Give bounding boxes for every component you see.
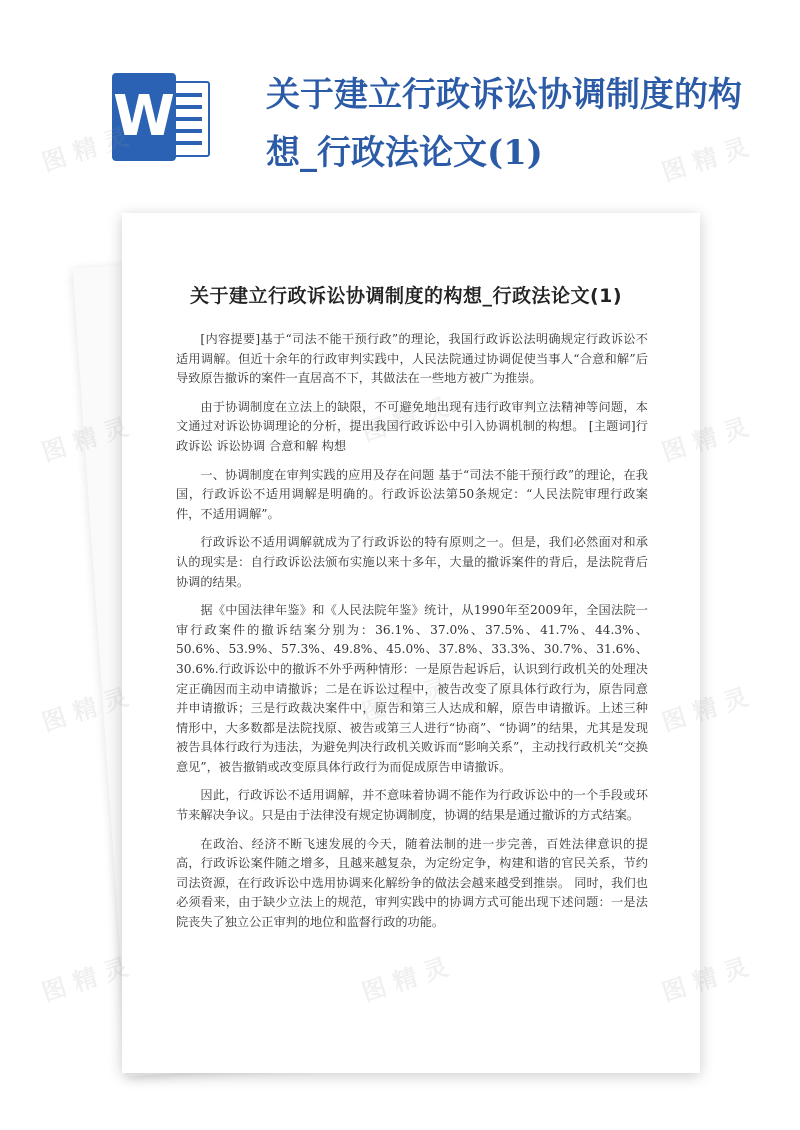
- page-title: 关于建立行政诉讼协调制度的构想_行政法论文(1): [266, 75, 742, 173]
- watermark: 图 精 灵: [38, 122, 132, 177]
- watermark: 图 精 灵: [38, 682, 132, 737]
- paragraph-keywords: 由于协调制度在立法上的缺限，不可避免地出现有违行政审判立法精神等问题，本文通过对诉讼协调理论的分析，提出我国行政诉讼中引入协调机制的构想。 [主题词]行政诉讼 诉讼协调 合意和解 构想: [176, 399, 648, 453]
- watermark: 图 精 灵: [658, 952, 752, 1007]
- watermark: 图 精 灵: [658, 132, 752, 187]
- page-header: [0, 0, 800, 215]
- watermark: 图 精 灵: [38, 952, 132, 1007]
- paragraph-statistics: 据《中国法律年鉴》和《人民法院年鉴》统计，从1990年至2009年，全国法院一审行政案件的撤诉结案分别为：36.1%、37.0%、37.5%、41.7%、44.3%、50.6%、53.9%、57.3%、49.8%、45.0%、37.8%、33.3%、30.7%、31.6%、30.6%.行政诉讼中的撤诉不外乎两种情形：一是原告起诉后，认识到行政机关的处理决定正确因而主动申请撤诉；二是在诉讼过程中，被告改变了原具体行政行为，原告同意并申请撤诉；三是行政裁决案件中，原告和第三人达成和解，原告申请撤诉。上述三种情形中，大多数都是法院找原、被告或第三人进行“协商”、“协调”的结果，尤其是发现被告具体行政行为违法，为避免判决行政机关败诉而“影响关系”，主动找行政机关“交换意见”，被告撤销或改变原具体行政行为而促成原告申请撤诉。: [176, 603, 648, 774]
- watermark: 图 精 灵: [658, 682, 752, 737]
- paragraph: 因此，行政诉讼不适用调解，并不意味着协调不能作为行政诉讼中的一个手段或环节来解决争议。只是由于法律没有规定协调制度，协调的结果是通过撤诉的方式结案。: [176, 788, 648, 823]
- paragraph: 行政诉讼不适用调解就成为了行政诉讼的特有原则之一。但是，我们必然面对和承认的现实是：自行政诉讼法颁布实施以来十多年，大量的撤诉案件的背后，是法院背后协调的结果。: [176, 535, 648, 589]
- paragraph-abstract: [内容提要]基于“司法不能干预行政”的理论，我国行政诉讼法明确规定行政诉讼不适用调解。但近十余年的行政审判实践中，人民法院通过协调促使当事人“合意和解”后导致原告撤诉的案件一直居高不下，其做法在一些地方被广为推崇。: [176, 332, 648, 386]
- word-document-icon: [112, 73, 212, 161]
- word-logo-letter: W: [112, 73, 176, 161]
- paragraph: 在政治、经济不断飞速发展的今天，随着法制的进一步完善，百姓法律意识的提高，行政诉讼案件随之增多，且越来越复杂，为定纷定争，构建和谐的官民关系，节约司法资源，在行政诉讼中选用协调来化解纷争的做法会越来越受到推崇。 同时，我们也必须看来，由于缺少立法上的规范，审判实践中的协调方式可能出现下述问题：一是法院丧失了独立公正审判的地位和监督行政的功能。: [176, 836, 648, 930]
- document-title: 关于建立行政诉讼协调制度的构想_行政法论文(1): [190, 285, 623, 307]
- document-page: [122, 213, 700, 1073]
- watermark: 图 精 灵: [658, 412, 752, 467]
- paragraph-section-one: 一、协调制度在审判实践的应用及存在问题 基于“司法不能干预行政”的理论，在我国，行政诉讼不适用调解是明确的。行政诉讼法第50条规定：“人民法院审理行政案件，不适用调解”。: [176, 467, 648, 521]
- watermark: 图: [38, 432, 71, 467]
